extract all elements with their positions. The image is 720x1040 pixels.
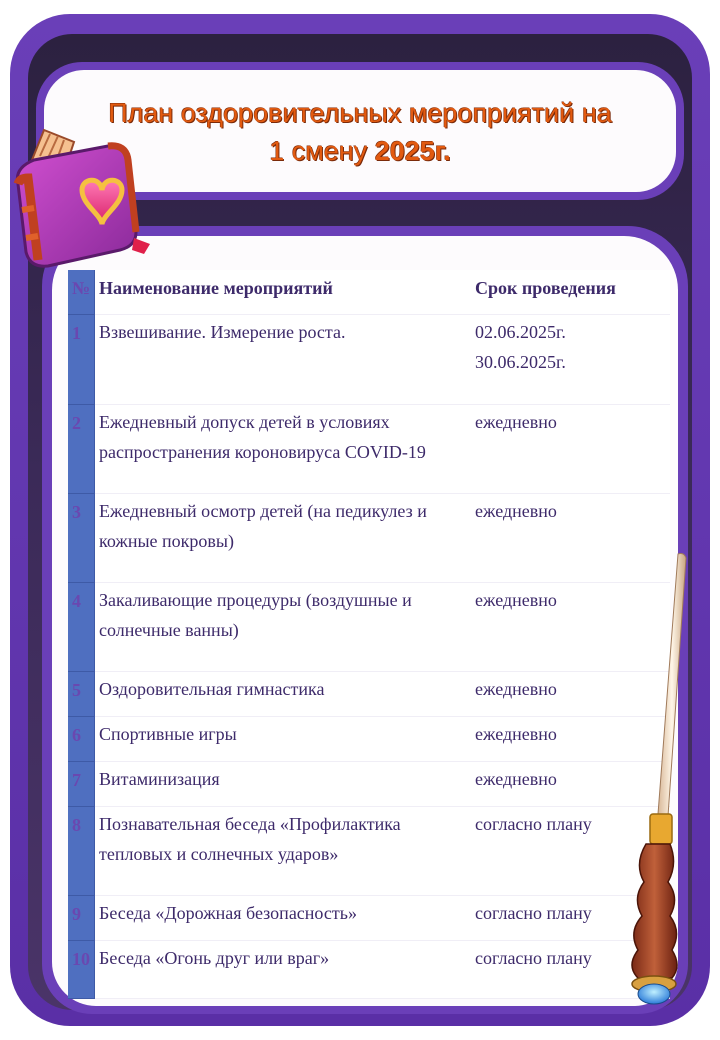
row-date xyxy=(471,315,670,405)
row-name: Беседа «Дорожная безопасность» xyxy=(95,896,472,941)
table-row xyxy=(68,583,670,672)
title-line-2-year: 2025г. xyxy=(374,136,451,166)
magic-wand-icon xyxy=(604,552,704,1006)
row-name: Познавательная беседа «Профилактика тепловых и солнечных ударов» xyxy=(95,807,472,896)
row-num: 6 xyxy=(68,717,95,762)
header-date: Срок проведения xyxy=(471,270,670,315)
table-row xyxy=(68,807,670,896)
row-date: согласно плану xyxy=(471,896,670,941)
table-row xyxy=(68,896,670,941)
row-date: согласно плану xyxy=(471,807,670,896)
row-num: 7 xyxy=(68,762,95,807)
table-row xyxy=(68,405,670,494)
table-row xyxy=(68,315,670,405)
row-num: 5 xyxy=(68,672,95,717)
row-num: 8 xyxy=(68,807,95,896)
events-table xyxy=(68,270,670,999)
row-num: 2 xyxy=(68,405,95,494)
row-name: Взвешивание. Измерение роста. xyxy=(95,315,472,405)
row-date: ежедневно xyxy=(471,672,670,717)
row-num: 1 xyxy=(68,315,95,405)
row-name: Ежедневный осмотр детей (на педикулез и кожные покровы) xyxy=(95,494,472,583)
row-num: 3 xyxy=(68,494,95,583)
row-num: 9 xyxy=(68,896,95,941)
table-row xyxy=(68,717,670,762)
row-date: ежедневно xyxy=(471,717,670,762)
row-num: 4 xyxy=(68,583,95,672)
row-name: Беседа «Огонь друг или враг» xyxy=(95,941,472,999)
row-name: Оздоровительная гимнастика xyxy=(95,672,472,717)
header-num: № xyxy=(68,270,95,315)
row-name: Закаливающие процедуры (воздушные и солнечные ванны) xyxy=(95,583,472,672)
title-line-1: План оздоровительных мероприятий на xyxy=(108,98,612,128)
row-date: ежедневно xyxy=(471,762,670,807)
row-date-text: 02.06.2025г. 30.06.2025г. xyxy=(475,322,566,372)
row-name: Витаминизация xyxy=(95,762,472,807)
row-date: ежедневно xyxy=(471,494,670,583)
title-line-2-start: 1 смену xyxy=(269,136,375,166)
table-header-row xyxy=(68,270,670,315)
table-row xyxy=(68,762,670,807)
row-date: ежедневно xyxy=(471,583,670,672)
table-row xyxy=(68,941,670,999)
magic-book-heart-icon xyxy=(4,120,154,270)
table-row xyxy=(68,672,670,717)
row-num: 10 xyxy=(68,941,95,999)
row-date: согласно плану xyxy=(471,941,670,999)
row-date: ежедневно xyxy=(471,405,670,494)
header-name: Наименование мероприятий xyxy=(95,270,472,315)
row-name: Спортивные игры xyxy=(95,717,472,762)
table-row xyxy=(68,494,670,583)
row-name: Ежедневный допуск детей в условиях распространения короновируса COVID-19 xyxy=(95,405,472,494)
